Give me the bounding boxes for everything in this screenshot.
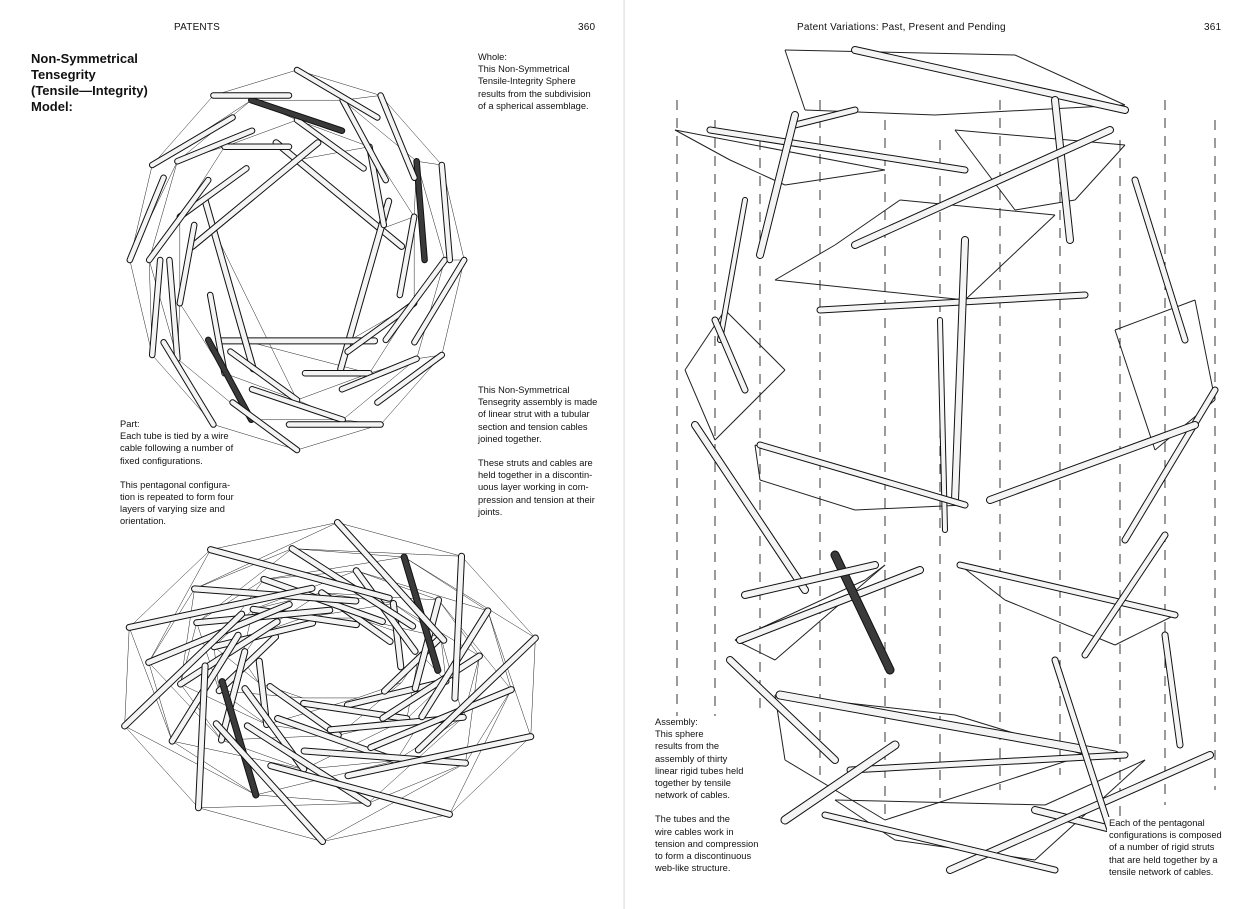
cable-line: [198, 803, 367, 807]
cable-line: [715, 370, 785, 440]
caption-line: layers of varying size and: [120, 504, 225, 515]
cable-line: [417, 161, 442, 165]
caption-line: These struts and cables are: [478, 458, 593, 469]
caption-line: fixed configurations.: [120, 455, 203, 466]
strut-tube: [198, 666, 205, 808]
cable-line: [785, 50, 1015, 55]
page-number-right: 361: [1204, 22, 1222, 33]
caption-line: Each tube is tied by a wire: [120, 431, 229, 442]
caption-line: tensile network of cables.: [1109, 866, 1214, 877]
pentagonal-caption: [1107, 817, 1222, 878]
strut-tube: [785, 745, 895, 820]
title-line: Non-Symmetrical: [31, 51, 138, 66]
caption-line: of a number of rigid struts: [1109, 842, 1215, 853]
title-line: (Tensile—Integrity): [31, 83, 148, 98]
cable-line: [760, 480, 855, 510]
caption-line: of a spherical assemblage.: [478, 100, 589, 111]
caption-line: uous layer working in com-: [478, 482, 589, 493]
title-line: Model:: [31, 99, 73, 114]
caption-line: joined together.: [478, 433, 542, 444]
strut-tube: [715, 320, 745, 390]
caption-line: web-like structure.: [655, 863, 731, 874]
cable-line: [775, 280, 965, 300]
strut-tube: [386, 260, 445, 340]
caption-line: that are held together by a: [1109, 854, 1218, 865]
caption-line: held together in a discontin-: [478, 470, 593, 481]
cable-line: [152, 95, 213, 165]
caption-line: tension and compression: [655, 838, 759, 849]
strut-tube: [252, 389, 343, 420]
cable-line: [835, 800, 1045, 805]
caption-line: Tensile-Integrity Sphere: [478, 76, 576, 87]
cable-line: [125, 627, 130, 726]
cable-line: [1075, 145, 1125, 200]
cable-line: [785, 170, 885, 185]
strut-tube: [381, 95, 415, 177]
cable-line: [343, 359, 417, 420]
caption-line: pression and tension at their: [478, 494, 595, 505]
caption-line: This Non-Symmetrical: [478, 385, 570, 395]
strut-tube: [780, 695, 1115, 755]
cable-line: [775, 245, 835, 280]
cable-line: [1115, 330, 1155, 450]
strut-tube: [247, 726, 368, 804]
strut-tube: [720, 200, 745, 340]
cable-line: [297, 425, 381, 450]
strut-tube: [169, 260, 177, 359]
strut-tube: [251, 100, 342, 131]
tensegrity-sphere-top-illustration: [125, 38, 470, 463]
cable-line: [965, 215, 1055, 300]
strut-tube: [1055, 100, 1070, 240]
cable-line: [125, 726, 199, 808]
strut-tube: [442, 165, 450, 260]
strut-tube: [1165, 635, 1180, 745]
cable-line: [531, 638, 536, 737]
strut-tube: [795, 110, 855, 125]
cable-line: [785, 50, 805, 110]
cable-line: [297, 373, 369, 400]
running-head-right: Patent Variations: Past, Present and Pending: [797, 22, 1006, 33]
strut-tube: [740, 570, 920, 640]
assembly-caption: [655, 716, 762, 874]
caption-line: Each of the pentagonal: [1109, 818, 1205, 828]
caption-line: orientation.: [120, 516, 166, 527]
caption-line: network of cables.: [655, 790, 730, 801]
caption-line: linear rigid tubes held: [655, 765, 744, 776]
strut-tube: [297, 70, 377, 118]
strut-tube: [955, 240, 965, 500]
caption-line: wire cables work in: [655, 826, 734, 837]
strut-tube: [455, 556, 462, 698]
cable-line: [1195, 300, 1215, 400]
caption-heading: Assembly:: [655, 717, 698, 727]
strut-tube: [180, 225, 194, 303]
caption-line: section and tension cables: [478, 421, 588, 432]
caption-line: This Non-Symmetrical: [478, 64, 570, 75]
caption-line: to form a discontinuous: [655, 851, 752, 862]
title-line: Tensegrity: [31, 67, 96, 82]
caption-line: tion is repeated to form four: [120, 492, 234, 503]
strut-tube: [400, 217, 414, 295]
strut-tube: [710, 130, 965, 170]
caption-line: The tubes and the: [655, 814, 730, 825]
caption-line: results from the: [655, 741, 720, 752]
cable-line: [855, 505, 965, 510]
cable-line: [211, 522, 338, 549]
caption-heading: Whole:: [478, 52, 507, 62]
cable-line: [381, 95, 442, 165]
strut-tube: [760, 445, 965, 505]
cable-line: [130, 260, 152, 355]
caption-line: together by tensile: [655, 778, 731, 789]
cable-line: [149, 550, 211, 663]
strut-tube: [1135, 180, 1185, 340]
strut-tube: [990, 425, 1195, 500]
caption-line: Tensegrity assembly is made: [478, 397, 598, 408]
running-head-left: PATENTS: [174, 22, 221, 33]
strut-tube: [855, 50, 1125, 110]
caption-line: configurations is composed: [1109, 830, 1222, 841]
whole-caption: [478, 51, 591, 112]
caption-line: results from the subdivision: [478, 88, 591, 99]
caption-line: This sphere: [655, 729, 704, 740]
caption-heading: Part:: [120, 419, 140, 429]
caption-line: cable following a number of: [120, 443, 234, 454]
strut-tube: [417, 161, 425, 260]
cable-line: [225, 120, 297, 147]
caption-line: This pentagonal configura-: [120, 479, 231, 490]
strut-tube: [820, 295, 1085, 310]
cable-line: [755, 445, 760, 480]
cable-line: [323, 814, 450, 841]
tensegrity-sphere-bottom-illustration: [105, 495, 575, 845]
caption-line: joints.: [478, 506, 503, 517]
strut-tube: [125, 614, 242, 726]
page-number-left: 360: [578, 22, 596, 33]
caption-line: assembly of thirty: [655, 753, 728, 764]
cable-line: [213, 70, 297, 95]
caption-line: of linear strut with a tubular: [478, 409, 590, 420]
strut-tube: [164, 342, 214, 424]
right-page: [625, 0, 1250, 909]
cable-line: [462, 556, 536, 638]
strut-tube: [1125, 390, 1215, 540]
